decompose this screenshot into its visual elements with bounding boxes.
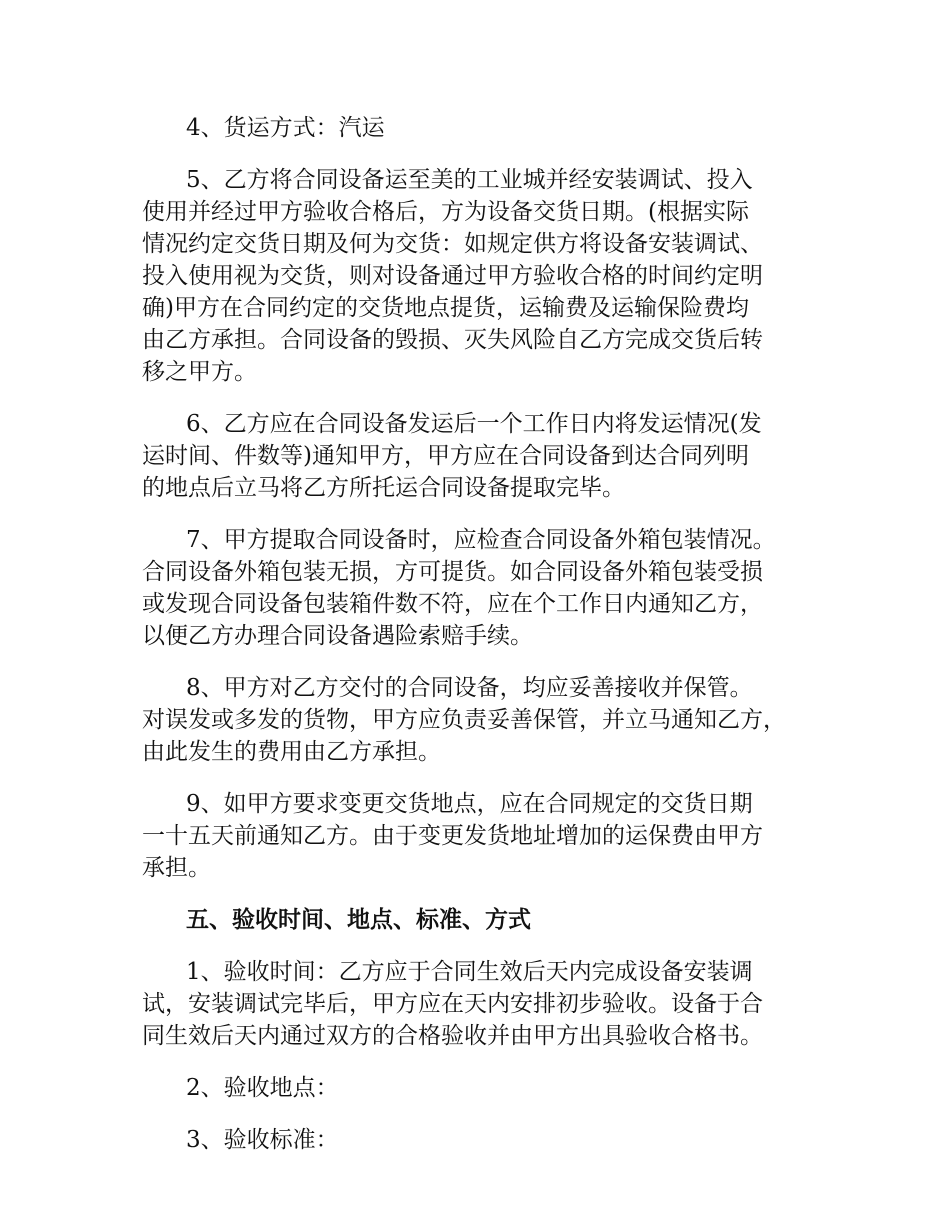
text-line: 一十五天前通知乙方。由于变更发货地址增加的运保费由甲方: [142, 823, 763, 849]
paragraph-shipping-method: [142, 112, 822, 144]
section-heading-acceptance: 五、验收时间、地点、标准、方式: [186, 906, 531, 933]
paragraph-acceptance-standard: [142, 1124, 822, 1156]
text-line: 2、验收地点：: [186, 1075, 339, 1101]
text-line: 以便乙方办理合同设备遇险索赔手续。: [142, 623, 533, 649]
text-line: 对误发或多发的货物，甲方应负责妥善保管，并立马通知乙方，: [142, 707, 786, 733]
text-line: 的地点后立马将乙方所托运合同设备提取完毕。: [142, 475, 625, 501]
text-line: 运时间、件数等)通知甲方，甲方应在合同设备到达合同列明: [142, 443, 749, 469]
paragraph-delivery-date: [142, 164, 822, 388]
paragraph-shipment-notice: [142, 408, 822, 504]
text-line: 4、货运方式：汽运: [186, 115, 385, 141]
paragraph-package-inspection: [142, 524, 822, 652]
text-line: 5、乙方将合同设备运至美的工业城并经安装调试、投入: [186, 167, 753, 193]
text-line: 移之甲方。: [142, 359, 257, 385]
paragraph-acceptance-location: [142, 1072, 822, 1104]
text-line: 3、验收标准：: [186, 1127, 339, 1153]
paragraph-receipt-custody: [142, 672, 822, 768]
text-line: 1、验收时间：乙方应于合同生效后天内完成设备安装调: [186, 959, 753, 985]
text-line: 合同设备外箱包装无损，方可提货。如合同设备外箱包装受损: [142, 559, 763, 585]
text-line: 由此发生的费用由乙方承担。: [142, 739, 441, 765]
text-line: 9、如甲方要求变更交货地点，应在合同规定的交货日期: [186, 791, 753, 817]
text-line: 或发现合同设备包装箱件数不符，应在个工作日内通知乙方，: [142, 591, 763, 617]
text-line: 确)甲方在合同约定的交货地点提货，运输费及运输保险费均: [142, 295, 749, 321]
text-line: 6、乙方应在合同设备发运后一个工作日内将发运情况(发: [186, 411, 762, 437]
text-line: 使用并经过甲方验收合格后，方为设备交货日期。(根据实际: [142, 199, 749, 225]
document-body: [142, 112, 822, 1176]
text-line: 7、甲方提取合同设备时，应检查合同设备外箱包装情况。: [186, 527, 776, 553]
paragraph-delivery-location-change: [142, 788, 822, 884]
text-line: 情况约定交货日期及何为交货：如规定供方将设备安装调试、: [142, 231, 763, 257]
text-line: 承担。: [142, 855, 211, 881]
paragraph-acceptance-time: [142, 956, 822, 1052]
text-line: 试，安装调试完毕后，甲方应在天内安排初步验收。设备于合: [142, 991, 763, 1017]
text-line: 8、甲方对乙方交付的合同设备，均应妥善接收并保管。: [186, 675, 753, 701]
text-line: 同生效后天内通过双方的合格验收并由甲方出具验收合格书。: [142, 1023, 763, 1049]
text-line: 投入使用视为交货，则对设备通过甲方验收合格的时间约定明: [142, 263, 763, 289]
text-line: 由乙方承担。合同设备的毁损、灭失风险自乙方完成交货后转: [142, 327, 763, 353]
